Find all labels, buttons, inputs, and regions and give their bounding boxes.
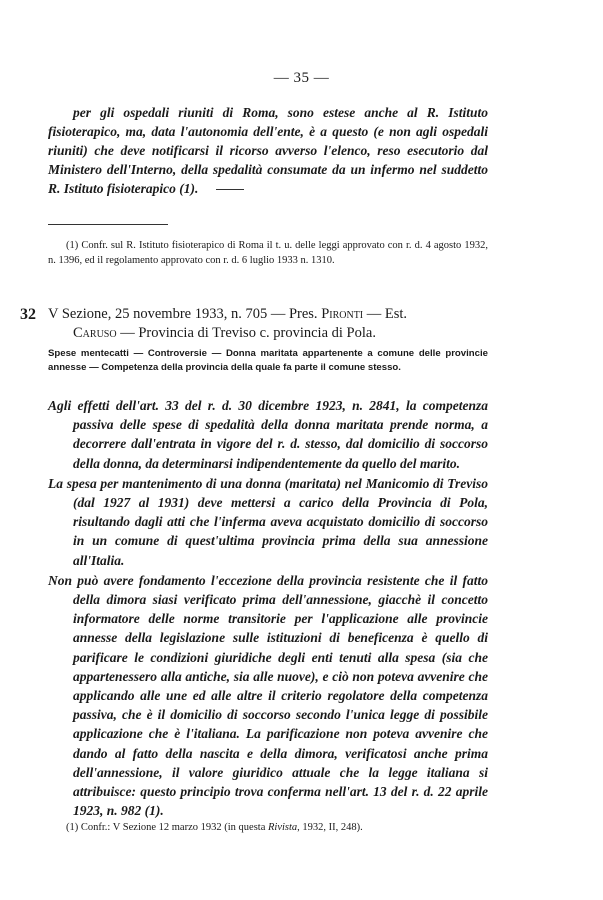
case-heading: [20, 305, 488, 343]
case-line1: [48, 306, 407, 322]
case-line1-tail: — Est.: [366, 306, 408, 322]
maxim-item: La spesa per mantenimento di una donna (maritata) nel Manicomio di Treviso (dal 1927 al 1931) deve mettersi a carico della Provincia di Pola, risultando dagli atti che l'inferma aveva acquistato domicilio di soccorso in un comune di quest'ultima provincia prima della sua annessione all'Italia.: [48, 475, 488, 568]
continuation-text: per gli ospedali riuniti di Roma, sono estese anche al R. Istituto fisioterapico, ma, data l'autonomia dell'ente, è a questo (e non agli ospedali riuniti) che deve notificarsi il ricorso avverso l'elenco, reso esecutorio dal Ministero dell'Interno, della spedalità consumate da un infermo nel suddetto R. Istituto fisioterapico (1).: [48, 105, 488, 196]
case-line2: [48, 324, 488, 343]
end-mark: [216, 189, 244, 190]
case-rapporteur: Caruso: [73, 325, 117, 341]
footnote-2-prefix: (1) Confr.: V Sezione 12 marzo 1932 (in questa: [66, 822, 266, 833]
maxim-item: Non può avere fondamento l'eccezione della provincia resistente che il fatto della dimora siasi verificato prima dell'annessione, giacchè il concetto informatore delle norme transitorie per l'applicazione alle provincie annesse della legislazione sulle istituzioni di beneficenza è quello di parificare le condizioni giuridiche degli enti tenuti alla spesa (sia che appartenessero alla antiche, sia alle nuove), e ciò non poteva avvenire che applicando alle une ed alle altre il criterio regolatore della competenza passiva, che è il domicilio di soccorso secondo l'unica legge di possibile applicazione che è l'italiana. La parificazione non poteva avvenire che dando al fatto della nascita e della dimora, verificatosi anche prima dell'annessione, il valore giuridico attuale che la legge italiana si attribuisce: questo principio trova conferma nell'art. 13 del r. d. 22 aprile 1923, n. 982 (1).: [48, 572, 488, 819]
keywords-summary: Spese mentecatti — Controversie — Donna maritata appartenente a comune delle provincie annesse — Competenza della provincia della quale fa parte il comune stesso.: [48, 348, 488, 373]
footnote-1: (1) Confr. sul R. Istituto fisioterapico di Roma il t. u. delle leggi approvato con r. d. 4 agosto 1932, n. 1396, ed il regolamento approvato con r. d. 6 luglio 1933 n. 1310.: [48, 240, 488, 266]
case-parties: — Provincia di Treviso c. provincia di Pola.: [120, 325, 376, 341]
case-section-date: V Sezione, 25 novembre 1933, n. 705 — Pres.: [48, 306, 318, 322]
maxims-list: [48, 396, 488, 821]
footnote-2: [48, 820, 488, 835]
footnote-2-suffix: , 1932, II, 248).: [297, 822, 363, 833]
footnote-rule: [48, 224, 168, 225]
page-number: — 35 —: [273, 70, 330, 86]
maxim-item: Agli effetti dell'art. 33 del r. d. 30 dicembre 1923, n. 2841, la competenza passiva delle spese di spedalità della donna maritata prende norma, a decorrere dall'entrata in vigore del r. d. stesso, dal domicilio di soccorso della donna, da determinarsi indipendentemente da quello del marito.: [48, 398, 488, 471]
continuation-paragraph: [48, 103, 488, 198]
case-number: 32: [20, 306, 36, 323]
case-president: Pironti: [321, 306, 364, 322]
footnote-2-journal: Rivista: [268, 822, 298, 833]
